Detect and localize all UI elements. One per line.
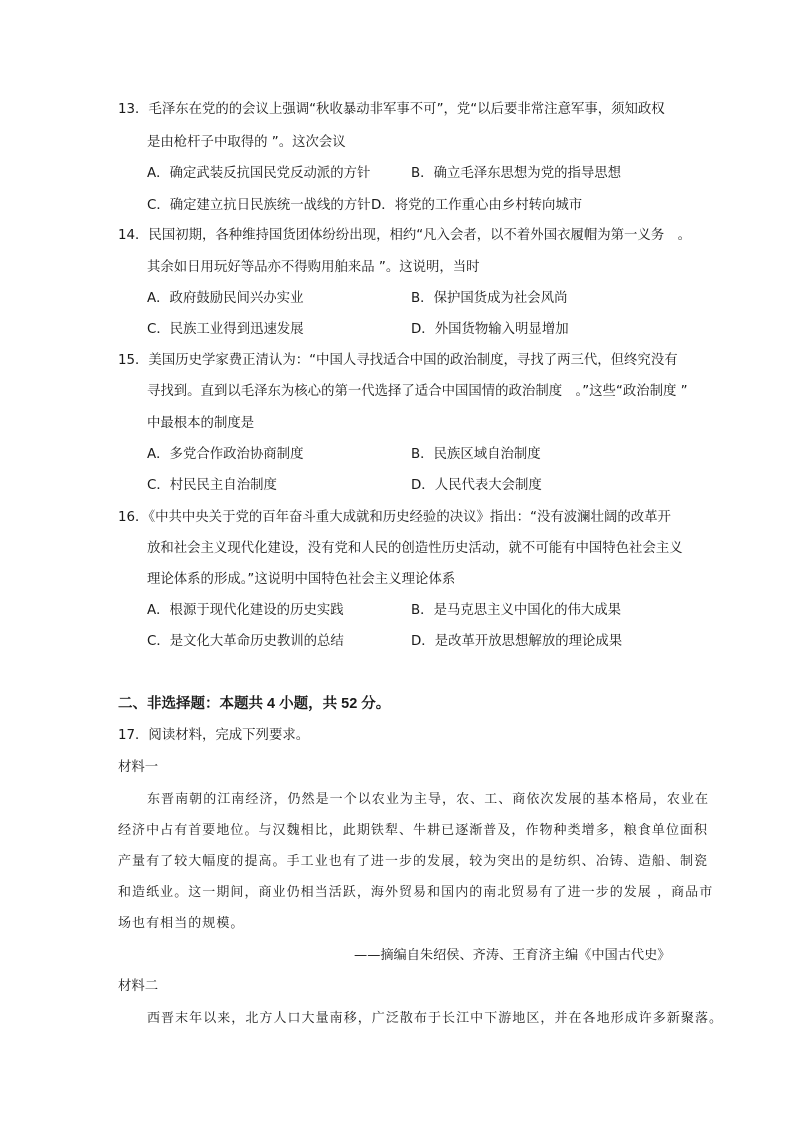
question-13-option-a: A．确定武装反抗国民党反动派的方针 xyxy=(147,166,371,181)
question-13-stem-line1: 13．毛泽东在党的的会议上强调“秋收暴动非军事不可”，党“以后要非常注意军事，须知政权 xyxy=(118,102,665,117)
question-13-stem-line2: 是由枪杆子中取得的 ”。这次会议 xyxy=(147,135,346,150)
question-14-option-c: C．民族工业得到迅速发展 xyxy=(147,322,304,337)
material-2-label: 材料二 xyxy=(118,979,159,994)
question-15-stem-line1: 15．美国历史学家费正清认为：“中国人寻找适合中国的政治制度，寻找了两三代，但终究没有 xyxy=(118,353,678,368)
material-1-line: 经济中占有首要地位。与汉魏相比，此期铁犁、牛耕已逐渐普及，作物种类增多，粮食单位面积 xyxy=(118,823,709,838)
question-16-stem-line1: 16．《中共中央关于党的百年奋斗重大成就和历史经验的决议》指出：“没有波澜壮阔的改革开 xyxy=(118,510,671,525)
material-1-line: 东晋南朝的江南经济，仍然是一个以农业为主导，农、工、商依次发展的基本格局，农业在 xyxy=(147,792,710,807)
question-16-stem-line2: 放和社会主义现代化建设，没有党和人民的创造性历史活动，就不可能有中国特色社会主义 xyxy=(147,541,683,556)
material-1-line: 和造纸业。这一期间，商业仍相当活跃，海外贸易和国内的南北贸易有了进一步的发展 ，商品市 xyxy=(118,885,714,900)
question-15-stem-line2: 寻找到。直到以毛泽东为核心的第一代选择了适合中国国情的政治制度 。”这些“政治制度 ” xyxy=(147,384,688,399)
question-17-stem: 17．阅读材料，完成下列要求。 xyxy=(118,728,310,743)
question-13-option-d: D．将党的工作重心由乡村转向城市 xyxy=(371,198,583,213)
section-2-heading: 二、非选择题：本题共 4 小题，共 52 分。 xyxy=(118,696,391,712)
question-14-option-b: B．保护国货成为社会风尚 xyxy=(411,291,568,306)
material-1-label: 材料一 xyxy=(118,760,159,775)
question-14-stem-line1: 14．民国初期，各种维持国货团体纷纷出现，相约“凡入会者，以不着外国衣履帽为第一义务 。 xyxy=(118,228,691,243)
question-15-option-b: B．民族区域自治制度 xyxy=(411,447,541,462)
question-16-option-a: A．根源于现代化建设的历史实践 xyxy=(147,603,344,618)
question-13-option-c: C．确定建立抗日民族统一战线的方针 xyxy=(147,198,371,213)
question-15-option-d: D．人民代表大会制度 xyxy=(411,478,542,493)
question-16-option-c: C．是文化大革命历史教训的总结 xyxy=(147,634,344,649)
material-1-line: 场也有相当的规模。 xyxy=(118,916,245,931)
question-16-option-d: D．是改革开放思想解放的理论成果 xyxy=(411,634,623,649)
question-14-stem-line2: 其余如日用玩好等品亦不得购用舶来品 ”。这说明，当时 xyxy=(147,260,480,275)
question-13-option-b: B．确立毛泽东思想为党的指导思想 xyxy=(411,166,622,181)
question-16-option-b: B．是马克思主义中国化的伟大成果 xyxy=(411,603,622,618)
question-15-stem-line3: 中最根本的制度是 xyxy=(147,416,255,431)
question-16-stem-line3: 理论体系的形成。”这说明中国特色社会主义理论体系 xyxy=(147,572,456,587)
question-15-option-a: A．多党合作政治协商制度 xyxy=(147,447,304,462)
material-1-line: 产量有了较大幅度的提高。手工业也有了进一步的发展，较为突出的是纺织、冶铸、造船、制瓷 xyxy=(118,854,709,869)
material-1-source: ——摘编自朱绍侯、齐涛、王育济主编《中国古代史》 xyxy=(354,948,671,963)
material-2-line: 西晋末年以来，北方人口大量南移，广泛散布于长江中下游地区，并在各地形成许多新聚落。 xyxy=(147,1011,724,1026)
question-15-option-c: C．村民民主自治制度 xyxy=(147,478,277,493)
question-14-option-a: A．政府鼓励民间兴办实业 xyxy=(147,291,304,306)
question-14-option-d: D．外国货物输入明显增加 xyxy=(411,322,569,337)
